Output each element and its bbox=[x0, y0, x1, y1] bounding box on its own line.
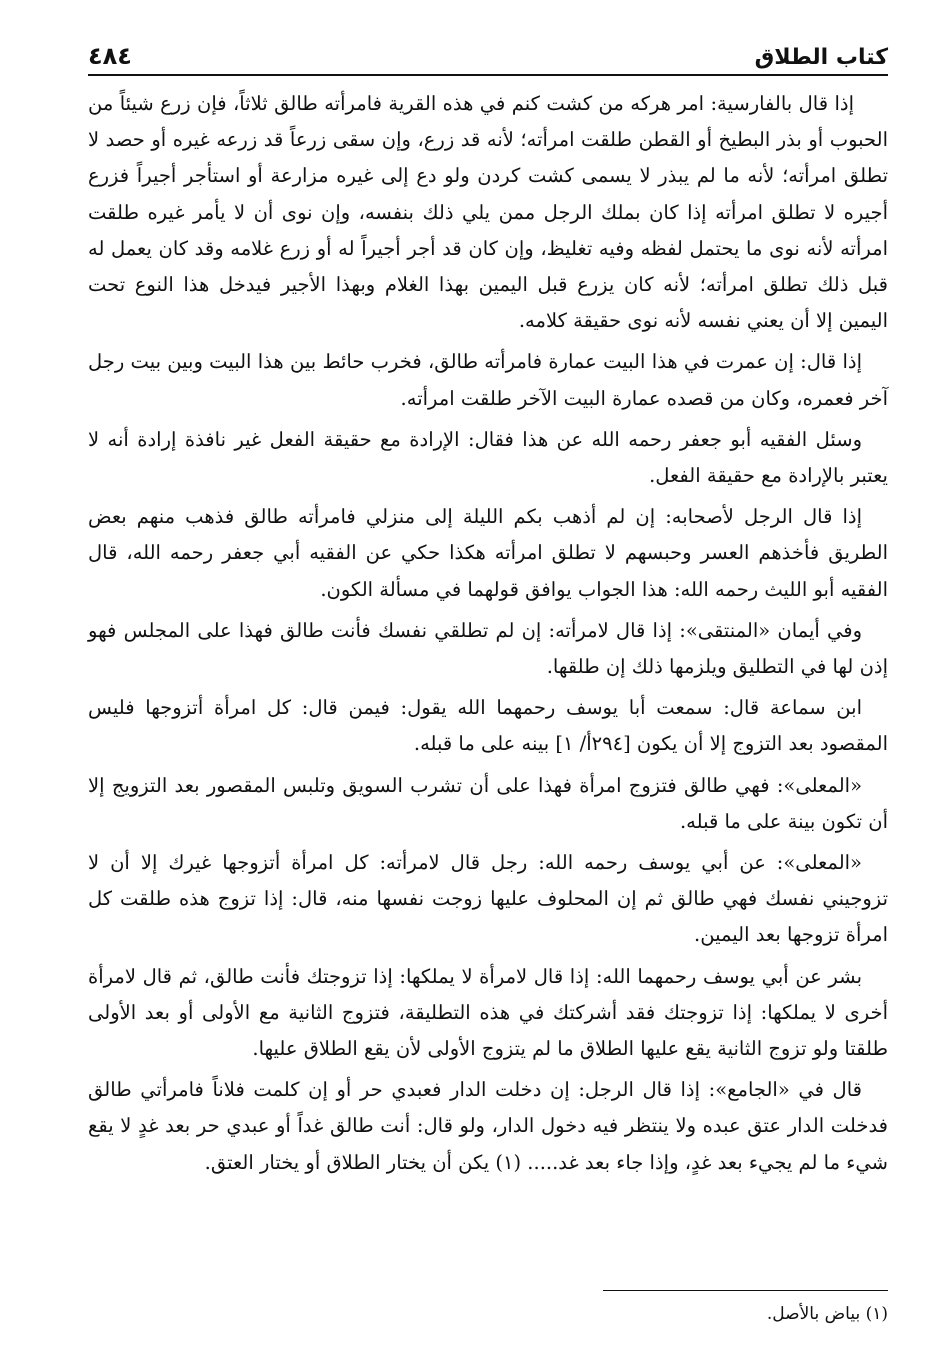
main-text bbox=[88, 86, 888, 1186]
paragraph: «المعلى»: فهي طالق فتزوج امرأة فهذا على أن تشرب السويق وتلبس المقصور بعد التزويج إلا أن تكون بينة على ما قبله. bbox=[88, 773, 888, 833]
page-header bbox=[88, 30, 888, 76]
paragraph: قال في «الجامع»: إذا قال الرجل: إن دخلت الدار فعبدي حر أو إن كلمت فلاناً فامرأتي طالق فدخلت الدار عتق عبده ولا ينتظر فيه دخول الدار، ولو قال: أنت طالق غداً أو عبدي حر بعد غدٍ لا يقع شيء ما لم يجيء بعد غدٍ، وإذا جاء بعد غد..... (١) يكن أن يختار الطلاق أو يختار العتق. bbox=[88, 1078, 888, 1174]
paragraph: بشر عن أبي يوسف رحمهما الله: إذا قال لامرأة لا يملكها: إذا تزوجتك فأنت طالق، ثم قال لامرأة أخرى لا يملكها: إذا تزوجتك فقد أشركتك في هذه التطليقة، فتزوج الثانية مع الأولى أو بعد الأولى طلقتا ولو تزوج الثانية يقع عليها الطلاق ما لم يتزوج الأولى لأن يقع الطلاق عليها. bbox=[88, 964, 888, 1061]
paragraph: إذا قال: إن عمرت في هذا البيت عمارة فامرأته طالق، فخرب حائط بين هذا البيت وبين بيت رجل آخر فعمره، وكان من قصده عمارة البيت الآخر طلقت امرأته. bbox=[88, 350, 888, 410]
paragraph: «المعلى»: عن أبي يوسف رحمه الله: رجل قال لامرأته: كل امرأة أتزوجها غيرك إلا أن لا تزوجيني نفسك فهي طالق ثم إن المحلوف عليها زوجت نفسها منه، قال: إذا تزوج هذه طلقت كل امرأة تزوجها بعد اليمين. bbox=[88, 851, 888, 947]
footnote-separator bbox=[603, 1290, 888, 1291]
paragraph: إذا قال الرجل لأصحابه: إن لم أذهب بكم الليلة إلى منزلي فامرأته طالق فذهب منهم بعض الطريق فأخذهم العسر وحبسهم لا تطلق امرأته هكذا حكي عن الفقيه أبي جعفر رحمه الله، قال الفقيه أبو الليث رحمه الله: هذا الجواب يوافق قولهما في مسألة الكون. bbox=[88, 505, 888, 601]
paragraph: وسئل الفقيه أبو جعفر رحمه الله عن هذا فقال: الإرادة مع حقيقة الفعل غير نافذة إرادة أنه لا يعتبر بالإرادة مع حقيقة الفعل. bbox=[88, 427, 888, 488]
page-number: ٤٨٤ bbox=[88, 42, 132, 70]
paragraph: إذا قال بالفارسية: امر هركه من كشت كنم في هذه القرية فامرأته طالق ثلاثاً، فإن زرع شيئاً من الحبوب أو بذر البطيخ أو القطن طلقت امرأته؛ لأنه قد زرع، وإن سقى زرعاً قد زرعه غيره أو حصد لا تطلق امرأته؛ لأنه ما لم يبذر لا يسمى كشت كردن ولو دع إلى غيره مزارعة أو استأجر أجيراً فزرع أجيره لا تطلق امرأته إذا كان بملك الرجل ممن يلي ذلك بنفسه، وإن نوى أن لا يأمر غيره طلقت امرأته لأنه نوى ما يحتمل لفظه وفيه تغليظ، وإن كان قد أجر أجيراً له أو زرع غلامه وقد كان يعمل له قبل ذلك تطلق امرأته؛ لأنه كان يزرع قبل اليمين بهذا الغلام وبهذا الأجير فيدخل هذا النوع تحت اليمين إلا أن يعني نفسه لأنه نوى حقيقة كلامه. bbox=[88, 92, 888, 333]
running-title: كتاب الطلاق bbox=[754, 45, 888, 70]
paragraph: ابن سماعة قال: سمعت أبا يوسف رحمهما الله يقول: فيمن قال: كل امرأة أتزوجها فليس المقصود بعد التزوج إلا أن يكون [٢٩٤أ/ ١] بينه على ما قبله. bbox=[88, 696, 888, 756]
paragraph: وفي أيمان «المنتقى»: إذا قال لامرأته: إن لم تطلقي نفسك فأنت طالق فهذا على المجلس فهو إذن لها في التطليق ويلزمها ذلك إن طلقها. bbox=[88, 618, 888, 679]
footnote: (١) بياض بالأصل. bbox=[766, 1304, 888, 1324]
